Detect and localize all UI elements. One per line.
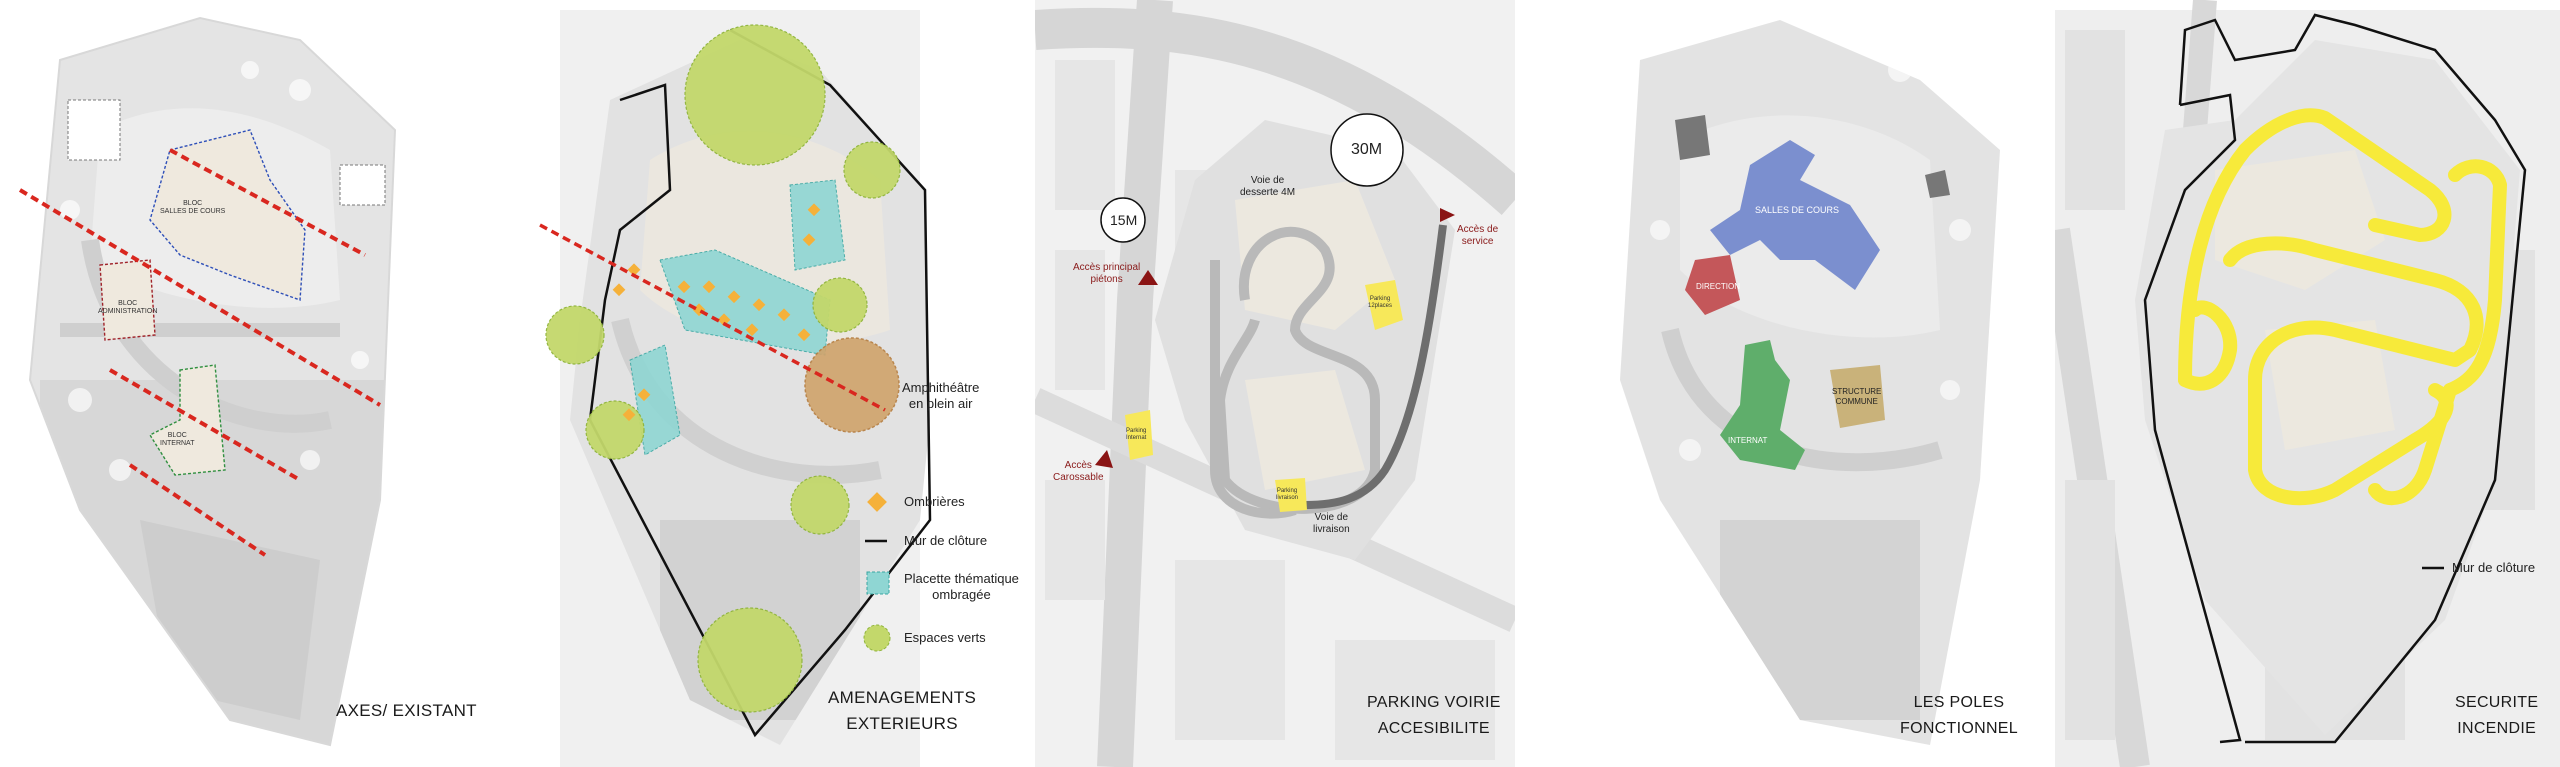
caption-axes: AXES/ EXISTANT: [336, 701, 477, 720]
label-voie-desserte: Voie de desserte 4M: [1240, 175, 1296, 198]
site-plan-incendie: [2055, 0, 2560, 767]
caption-amenagements: AMENAGEMENTS EXTERIEURS: [828, 688, 977, 733]
legend-mur-cloture: Mur de clôture: [2452, 560, 2536, 575]
label-parking-3: Parking livraison: [1276, 488, 1299, 501]
label-direction: DIRECTION: [1696, 282, 1740, 291]
label-voie-livraison: Voie de livraison: [1313, 512, 1350, 535]
label-bloc-admin: BLOC ADMINISTRATION: [98, 300, 158, 315]
label-30m: 30M: [1351, 141, 1383, 158]
caption-securite: SECURITE INCENDIE: [2455, 694, 2539, 737]
label-bloc-salles: BLOC SALLES DE COURS: [160, 200, 226, 215]
label-internat: INTERNAT: [1728, 436, 1768, 445]
label-15m: 15M: [1110, 212, 1138, 228]
circle-icon: [864, 625, 890, 651]
legend-mur-cloture: Mur de clôture: [904, 533, 988, 548]
legend-espaces-verts: Espaces verts: [904, 630, 986, 645]
panel-parking-voirie: [1035, 0, 1515, 767]
site-plan-axes: [0, 0, 500, 767]
label-parking-1: Parking 12places: [1368, 296, 1393, 309]
label-parking-2: Parking Internat: [1126, 428, 1147, 441]
panel-axes-existant: [0, 0, 500, 767]
caption-poles: LES POLES FONCTIONNEL: [1900, 694, 2018, 737]
legend-placette: Placette thématique ombragée: [904, 571, 1019, 602]
label-salles-de-cours: SALLES DE COURS: [1755, 205, 1840, 215]
label-acces-carrossable: Accès Carossable: [1053, 460, 1104, 483]
panel-securite-incendie: [2055, 0, 2560, 767]
panel-poles: [1600, 0, 2040, 767]
amphitheatre-circle: [805, 338, 899, 432]
existing-annex: [340, 165, 385, 205]
label-bloc-internat: BLOC INTERNAT: [160, 432, 195, 447]
legend-ombrieres: Ombrières: [904, 494, 965, 509]
label-structure-commune: STRUCTURE COMMUNE: [1832, 387, 1882, 406]
panel-amenagements: [500, 0, 1020, 767]
site-plan-voirie: [1035, 0, 1515, 767]
site-plan-poles: [1600, 0, 2040, 767]
existing-house: [68, 100, 120, 160]
square-icon: [867, 572, 889, 594]
caption-parking: PARKING VOIRIE ACCESIBILITE: [1367, 694, 1501, 737]
label-acces-service: Accès de service: [1457, 224, 1499, 247]
label-amphitheatre: Amphithéâtre en plein air: [902, 380, 980, 411]
existing-house: [1675, 115, 1710, 160]
label-acces-pietons: Accès principal piétons: [1073, 262, 1141, 285]
